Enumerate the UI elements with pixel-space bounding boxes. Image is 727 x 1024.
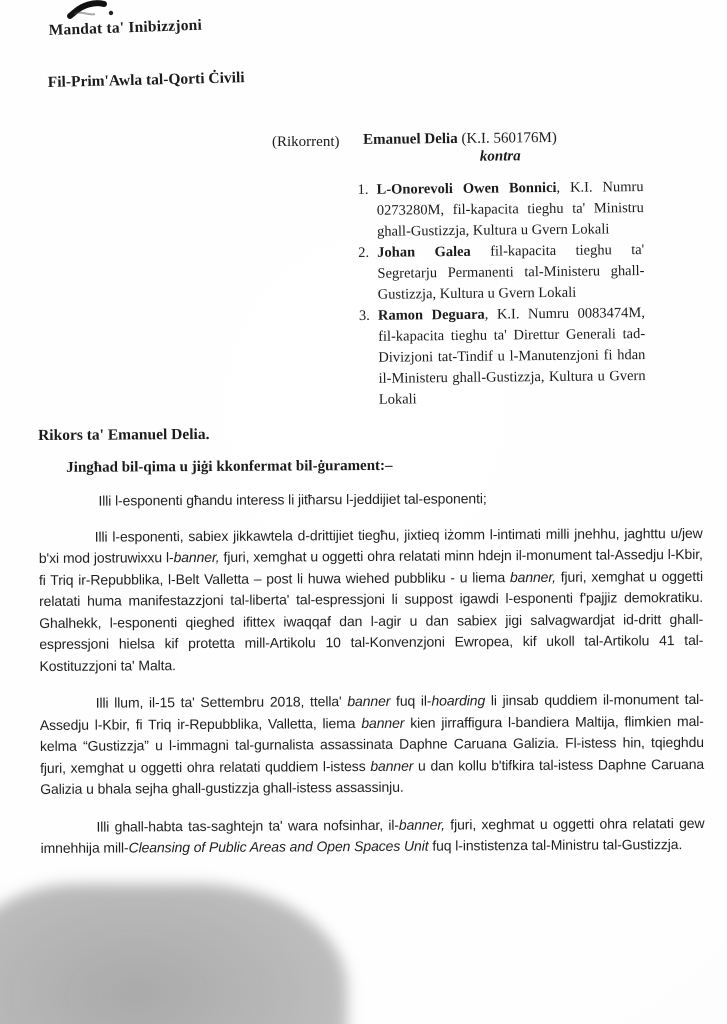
paragraph-interest-clause: Illi l-esponenti għandu interess li jitħarsu l-jeddijiet tal-esponenti; [98, 490, 487, 509]
applicant-line [363, 129, 643, 149]
respondents-list [358, 177, 646, 411]
respondent-text [378, 303, 646, 411]
document-title: Mandat ta' Inibizzjoni [48, 16, 203, 40]
court-name: Fil-Prim'Awla tal-Qorti Ċivili [47, 69, 245, 92]
respondent-number: 1. [357, 181, 369, 198]
paragraph-injunction-request: Illi l-esponenti, sabiex jikkawtela d-drittijiet tiegħu, jixtieq iżomm l-intimati milli jnehhu, jaghttu u/jew b'xi mod jostruwixxu l-banner, fjuri, xemghat u oggetti ohra relatati minn hdejn il-monument tal-Assedju l-Kbir, fi Triq ir-Repubblika, l-Belt Valletta – post li huwa wiehed pubbliku - u liema banner, fjuri, xemghat u oggetti relatati huma manifestazzjoni tal-liberta' tal-espressjoni li suppost igawdi l-esponenti f'pajjiz demokratiku. Ghalhekk, l-esponenti qieghed ifittex iwaqqaf dan l-agir u dan sabiex jigi salvagwardjat id-dritt ghall-espressjoni hielsa kif protetta mill-Artikolu 10 tal-Konvenzjoni Ewropea, kif ukoll tal-Artikolu 41 tal-Kostituzzjoni ta' Malta. [38, 524, 704, 674]
rikors-heading: Rikors ta' Emanuel Delia. [38, 425, 210, 444]
document-body [38, 423, 705, 876]
respondent-name: Johan Galea [377, 243, 471, 261]
scanner-smudge [0, 884, 347, 1024]
versus-label: kontra [479, 148, 521, 165]
applicant-label: (Rikorrent) [272, 134, 340, 150]
respondent-item [358, 240, 645, 306]
respondent-item [358, 177, 645, 243]
oath-line: Jingħad bil-qima u jiġi kkonfermat bil-ġurament:– [66, 457, 393, 476]
applicant-name: Emanuel Delia [362, 130, 458, 148]
respondent-number: 3. [358, 307, 370, 324]
respondent-details: fil-kapacita tieghu ta' Segretarju Permanenti tal-Ministeru ghall-Gustizzja, Kultura u Gvern Lokali [377, 241, 645, 303]
respondent-details: , K.I. Numru 0083474M, fil-kapacita tieghu ta' Direttur Generali tad-Divizjoni tat-Tindif u l-Manutenzjoni fi hdan il-Ministeru ghall-Gustizzja, Kultura u Gvern Lokali [378, 304, 646, 408]
respondent-number: 2. [358, 244, 370, 261]
respondent-text [377, 177, 645, 243]
paragraph-removal-clause: Illi ghall-habta tas-saghtejn ta' wara nofsinhar, il-banner, fjuri, xeghmat u oggetti ohra relatati gew imnehhija mill-Cleansing of Public Areas and Open Spaces Unit fuq l-instistenza tal-Ministru tal-Gustizzja. [40, 814, 705, 856]
respondent-text [377, 240, 645, 306]
paragraph-banner-events: Illi llum, il-15 ta' Settembru 2018, ttella' banner fuq il-hoarding li jinsab quddiem il-monument tal-Assedju l-Kbir, fi Triq ir-Repubblika, Valletta, liema banner kien jirraffigura l-bandiera Maltija, flimkien mal-kelma “Gustizzja” u l-immagni tal-gurnalista assassinata Daphne Caruana Galizia. Fl-istess hin, tqieghdu fjuri, xemghat u oggetti ohra relatati quddiem l-istess banner u dan kollu b'tifkira tal-istess Daphne Caruana Galizia u bhala sejha ghall-gustizzja ghall-istess assassinju. [39, 690, 705, 797]
applicant-id: (K.I. 560176M) [457, 129, 557, 147]
parties-block [357, 129, 646, 411]
respondent-details: , K.I. Numru 0273280M, fil-kapacita tieghu ta' Ministru ghall-Gustizzja, Kultura u Gvern Lokali [376, 179, 644, 240]
respondent-name: Ramon Deguara [377, 306, 485, 324]
respondent-name: L-Onorevoli Owen Bonnici [376, 179, 557, 198]
respondent-item [359, 303, 646, 411]
